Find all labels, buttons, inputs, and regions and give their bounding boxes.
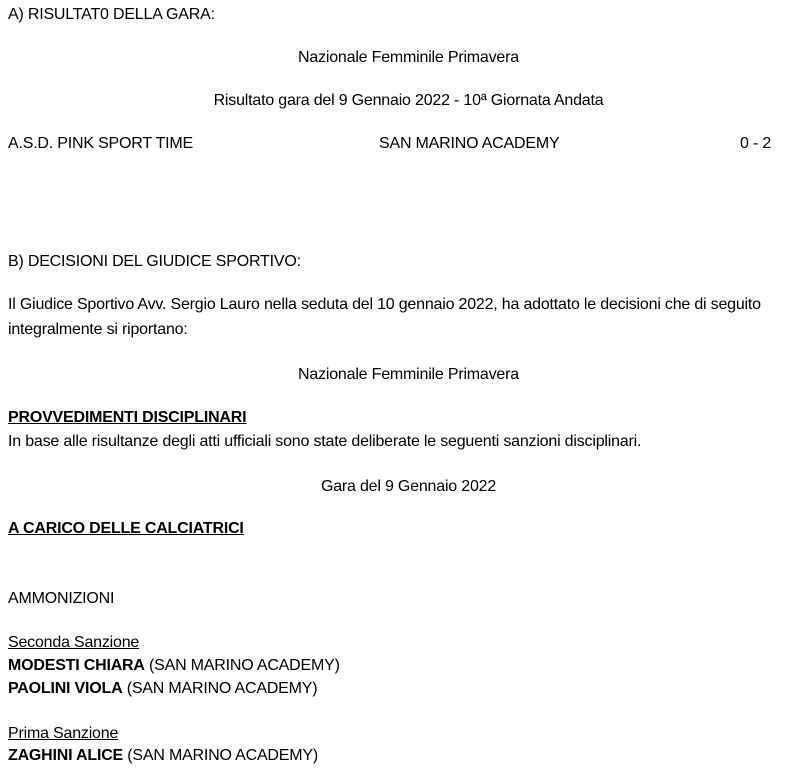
competition-title-b: Nazionale Femminile Primavera [298,366,519,383]
competition-title-a: Nazionale Femminile Primavera [298,49,519,66]
player-team: (SAN MARINO ACADEMY) [122,680,318,697]
sanction-player-row [8,746,318,766]
judge-intro-line2: integralmente si riportano: [8,321,188,338]
provvedimenti-title: PROVVEDIMENTI DISCIPLINARI [8,409,247,426]
sanction-player-row [8,656,340,676]
away-team: SAN MARINO ACADEMY [379,135,560,152]
provvedimenti-text: In base alle risultanze degli atti ufficiali sono state deliberate le seguenti sanzioni disciplinari. [8,433,642,450]
judge-intro-line1: Il Giudice Sportivo Avv. Sergio Lauro nella seduta del 10 gennaio 2022, ha adottato le decisioni che di seguito [8,296,761,313]
ammonizioni-label: AMMONIZIONI [8,590,115,607]
prima-sanzione-label: Prima Sanzione [8,725,119,742]
section-b-heading: B) DECISIONI DEL GIUDICE SPORTIVO: [8,253,301,270]
carico-title: A CARICO DELLE CALCIATRICI [8,520,244,537]
section-a-heading: A) RISULTAT0 DELLA GARA: [8,6,215,23]
player-name: ZAGHINI ALICE [8,747,124,764]
result-line: Risultato gara del 9 Gennaio 2022 - 10ª Giornata Andata [213,92,604,109]
player-team: (SAN MARINO ACADEMY) [123,747,318,764]
home-team: A.S.D. PINK SPORT TIME [8,135,193,152]
sanction-player-row [8,679,317,699]
player-name: MODESTI CHIARA [8,657,145,674]
match-result-row [8,134,798,154]
player-team: (SAN MARINO ACADEMY) [144,657,340,674]
seconda-sanzione-label: Seconda Sanzione [8,634,140,651]
player-name: PAOLINI VIOLA [8,680,123,697]
match-date: Gara del 9 Gennaio 2022 [320,478,497,495]
match-score: 0 - 2 [740,135,772,152]
